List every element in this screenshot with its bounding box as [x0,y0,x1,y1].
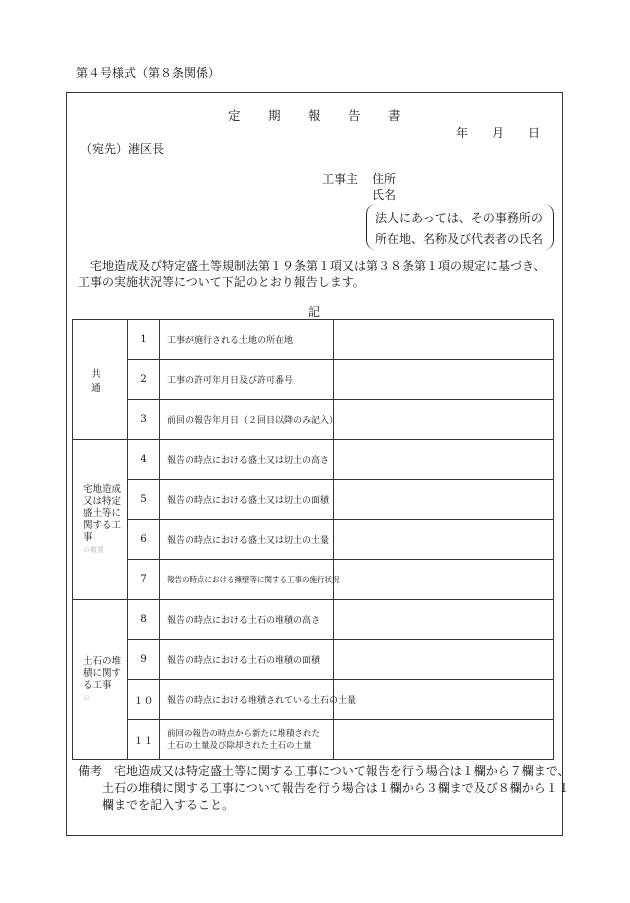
group-construction-text: 宅地造成又は特定盛土等に関する工事 [83,483,122,543]
remarks-line2: 土石の堆積に関する工事について報告を行う場合は１欄から３欄まで及び８欄から１１ [102,781,570,795]
title-char: 告 [348,108,361,123]
group-common-label: 共 通 [73,320,128,440]
row-item-label: 報告の時点における盛土又は切土の土量 [160,520,334,560]
row-value-cell[interactable] [334,480,554,520]
row-value-cell[interactable] [334,400,554,440]
date-line [456,124,564,141]
addressee: （宛先）港区長 [80,142,165,156]
row-value-cell[interactable] [334,520,554,560]
remarks [78,763,570,814]
row-number: 3 [128,400,160,440]
row-value-cell[interactable] [334,320,554,360]
date-year: 年 [456,126,469,140]
remarks-line3: 欄までを記入すること。 [102,798,235,812]
table-row [73,520,554,560]
ki-heading: 記 [308,305,321,319]
table-row [73,360,554,400]
row-number: １０ [128,680,160,720]
owner-label: 工事主 [322,172,359,186]
report-statement: 宅地造成及び特定盛土等規制法第１９条第１項又は第３８条第１項の規定に基づき、工事の実施状況等について下記のとおり報告します。 [78,259,546,289]
title-char: 定 [228,108,241,123]
row-number: 6 [128,520,160,560]
row-item-label: 工事の許可年月日及び許可番号 [160,360,334,400]
row-number: 7 [128,560,160,600]
group-soil-label [73,600,128,760]
document-title [228,106,428,124]
group-soil-faint: の [83,693,90,702]
row-item-line1: 前回の報告の時点から新たに堆積された [167,728,321,739]
table-row [73,440,554,480]
row-item-label [160,720,334,760]
row-item-label: 前回の報告年月日（２回目以降のみ記入） [160,400,334,440]
corporation-note-line1: 法人にあっては、その事務所の [375,211,543,225]
row-number: 9 [128,640,160,680]
row-item-label: 報告の時点における土石の堆積の面積 [160,640,334,680]
row-value-cell[interactable] [334,440,554,480]
title-char: 報 [308,108,321,123]
row-item-label: 報告の時点における擁壁等に関する工事の施行状況 [160,560,334,600]
table-row [73,680,554,720]
row-value-cell[interactable] [334,680,554,720]
row-item-label: 報告の時点における堆積されている土石の土量 [160,680,334,720]
table-row [73,480,554,520]
row-item-label: 工事が施行される土地の所在地 [160,320,334,360]
row-value-cell[interactable] [334,560,554,600]
date-day: 日 [528,126,541,140]
group-construction-faint: の概要 [83,545,104,554]
table-row [73,560,554,600]
row-value-cell[interactable] [334,360,554,400]
row-item-label: 報告の時点における盛土又は切土の高さ [160,440,334,480]
title-char: 書 [388,108,401,123]
owner-name-label: 氏名 [372,188,397,202]
row-number: 5 [128,480,160,520]
table-row [73,600,554,640]
row-value-cell[interactable] [334,720,554,760]
report-table [72,319,554,760]
group-construction-label [73,440,128,600]
title-char: 期 [268,108,281,123]
remarks-line1: 備考 宅地造成又は特定盛土等に関する工事について報告を行う場合は１欄から７欄まで、 [78,764,570,778]
row-number: 8 [128,600,160,640]
table-row [73,320,554,360]
row-value-cell[interactable] [334,640,554,680]
row-number: 4 [128,440,160,480]
row-number: 2 [128,360,160,400]
row-number: １１ [128,720,160,760]
row-item-line2: 土石の土量及び除却された土石の土量 [167,740,312,751]
group-soil-text: 土石の堆積に関する工事 [83,655,122,691]
corporation-note [366,204,554,250]
owner-address-label: 住所 [372,172,397,186]
table-row [73,640,554,680]
row-item-label: 報告の時点における盛土又は切土の面積 [160,480,334,520]
form-number-label: 第４号様式（第８条関係） [76,66,221,80]
row-item-label: 報告の時点における土石の堆積の高さ [160,600,334,640]
corporation-note-line2: 所在地、名称及び代表者の氏名 [375,232,544,246]
row-value-cell[interactable] [334,600,554,640]
table-row [73,400,554,440]
table-row [73,720,554,760]
row-number: 1 [128,320,160,360]
date-month: 月 [492,126,505,140]
